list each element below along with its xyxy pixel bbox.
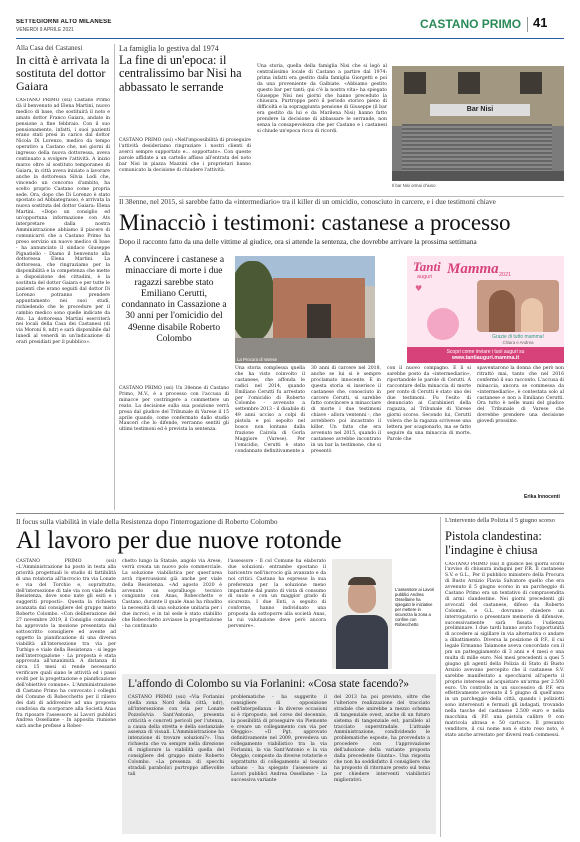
ad-cta-bar[interactable] <box>407 347 564 363</box>
article-kicker: Il focus sulla viabilità in viale della Resistenza dopo l'interrogazione di Roberto Colombo <box>16 517 278 526</box>
article-kicker: Il 38enne, nel 2015, si sarebbe fatto da «intermediario» tra il killer di un omicidio, conosciuto in carcere, e i due testimoni chiave <box>119 198 496 206</box>
ad-brand-tanti: Tanti <box>413 259 441 274</box>
article-subheadline: Dopo il racconto fatto da una delle vittime al giudice, ora si attende la sentenza, che dovrebbe arrivare la prossima settimana <box>119 238 477 246</box>
article-body-col2: Una storia, quella della famiglia Nisi che si legò al centralissimo locale di Castano a partire dal 1974: prima infatti era gestito dalla famiglia Giorgetti e poi da una proveniente da Galbiate. «Abbiamo gestito questo bar per tanti; qui c'è la nostra vita» ha spiegato Giuseppe Nisi nei giorni che hanno preceduto la chiusura. Purtroppo però il periodo storico pieno di difficoltà e la sopraggiunta pensione di Giuseppe (il bar era gestito da lui e da Marilena Nisi) hanno fatto prendere la decisione di abbassare le serrande, non senza la consapevolezza che per Castano e i castanesi si chiude un'epoca ricca di ricordi. <box>257 64 387 134</box>
article-body-col3: 30 anni di carcere nel 2018, anche se lui si è sempre proclamato innocente. E in questa storia si inserisce il castanese che, conosciuto in carcere Cerutti, si sarebbe fatto convincere a minacciare di morte i due testimoni chiave - allora ventenni -, che avrebbero poi incastrato il killer. Un fatto che era avvenuto nel 2015, quando il castanese avrebbe incontrato in un bar la testimone, che si presentò <box>311 366 381 454</box>
ad-thanks: Grazie di tutto mamma! <box>492 334 544 340</box>
heart-icon: ♥ <box>415 284 423 293</box>
article-body-col1: CASTANO PRIMO (ssi) «Nell'impossibilità di proseguire l'attività desideriamo ringraziare i nostri clienti di averci sempre supportato e... sopportato». Con queste parole affidate a un cartello affisso all'entrata del noto bar Nisi in piazza Mazzini che i proprietari hanno comunicato la decisione di chiudere l'attività. <box>119 138 251 173</box>
article-headline: La fine di un'epoca: il centralissimo bar Nisi ha abbassato le serrande <box>119 53 242 94</box>
article-roundabouts <box>16 517 436 837</box>
article-headline: Al lavoro per due nuove rotonde <box>16 527 342 554</box>
sidewalk <box>392 171 564 181</box>
photo-caption: La Procura di Varese <box>237 357 278 362</box>
shirt <box>336 615 388 669</box>
entrance <box>307 304 331 338</box>
article-kicker: L'intervento della Polizia il 5 giugno scorso <box>445 517 555 524</box>
inset-body-col1: CASTANO PRIMO (ssi) «Via Forlanini (nella zona Nord della città, ndr), all'intersezione con via per Lonate Pozzolo/via Sant'Antonio, presenta criticità e concreti pericoli per l'utenza, a causa della stretta e della sostanziale assenza di visuali. L'Amministrazione ha intenzione di trovare soluzioni?». Una richiesta che va sempre nella direzione di migliorare la viabilità quella del consigliere del gruppo misto Roberto Colombo. «La presenza di specchi stradali parabolici purtroppo affievolite tali <box>128 695 224 777</box>
ad-year: 2021 <box>499 272 512 278</box>
ad-url[interactable]: www.tantiauguri.mamma.it <box>451 355 520 361</box>
article-bar-nisi <box>119 44 564 194</box>
inset-headline: L'affondo di Colombo su via Forlanini: «Cosa state facendo?» <box>128 678 410 690</box>
shutter <box>402 124 552 172</box>
article-headline: Pistola clandestina: l'indagine è chiusa <box>445 528 542 557</box>
page-header <box>0 0 580 40</box>
ad-photo <box>477 280 559 332</box>
hair <box>348 577 376 585</box>
ad-brand-mamma: Mamma <box>447 261 499 277</box>
article-body-col2: chetto lungo la Statale, angolo via Arese, verrà creata un nuovo polo commerciale. La soluzione viabilistica per quest'area avrà ripercussioni già anche per viale della Resistenza. «Ad agosto 2020 è avvenuto un sopralluogo tecnico congiunto con Anas, Robecchetto e Castano, durante il quale Anas ha ribadito la necessità di una soluzione unitaria per i due incroci, e in tal sede è stato stabilito che Robecchetto avviasse la progettazione - ha continuato <box>122 559 222 629</box>
article-gun <box>445 517 564 837</box>
article-body-col1: CASTANO PRIMO (ssi) «L'Amministrazione ha posto in testa alla priorità progettuali lo studio di fattibilità di una rotatoria all'incrocio tra via Lonate e via del Torchio e, soprattutto, dell'intersezione di tale via con viale della Resistenza, dove sono nate gli esiti e i suggeriti proposti». Questa la richiesta avanzata dal consigliere del gruppo misto Roberto Colombo. «Con deliberazione del 27 novembre 2019, il Consiglio comunale ha approvato la mozione presentata dal sottoscritto consigliere ed avente ad oggetto la pianificazione di una diversa viabilità all'intersezione tra via per Turbigo e viale della Resistenza - si legge nell'interrogazione - La proposta è stata approvata all'unanimità. A distanza di circa 15 mesi si rende necessario verificare quali siano le attività ed i passi svolti per la progettazione e pianificazione dell'obiettivo comune». L'Amministrazione di Castano Primo ha convocato i colleghi del Comune di Robecchetto per il rilievo dei dati di addivenire ad una proposta condivisa da scorporare alla Società Anas fra riposare l'assessore ai Lavori pubblici Andrea Ossellame - In apposita riunione sarà anche prefisse a Robec- <box>16 559 116 730</box>
window <box>458 72 480 94</box>
bar-sign: Bar Nisi <box>430 104 530 116</box>
ad-cta: Scopri come inviare i tuoi auguri su <box>446 349 525 355</box>
column-divider <box>114 44 115 510</box>
child-figure <box>521 298 543 332</box>
bar-photo <box>392 66 564 181</box>
article-body-col1: CASTANO PRIMO (ssi) Un 38enne di Castano Primo, M.V., è a processo con l'accusa di minacce per costringere a commettere un reato. La decisione sulla sua posizione verrà presa dal giudice del Tribunale di Varese il 15 aprile quando, come confermato dallo studio Mauceri che lo difende, verranno sentiti gli ultimi testimoni ed è prevista la sentenza. <box>119 386 229 433</box>
window <box>520 72 542 94</box>
photo-caption: Il bar Nisi ormai chiuso <box>392 183 436 188</box>
article-body-col3: l'assessore - Il col Comune ha elaborato due soluzioni: entrambe spostano il baricentro nell'incrocio già avanzato e da noi critici. Castano ha espresso la sua preferenza per la soluzione meno impattante dal punto di vista di consumo di suolo e con un maggior grado di sicurezza. I due Enti, a seguito di conforme, hanno individuato una proposta da sottoporre alla società Anas, la cui valutazione deve però ancora pervenire». <box>228 559 326 629</box>
article-headline: In città è arrivata la sostituta del dottor Gaiara <box>16 53 110 93</box>
assessor-photo <box>332 559 392 669</box>
article-kicker: Alla Casa dei Castanesi <box>16 44 83 52</box>
inset-body-col3: del 2013 ha poi previsto, oltre che l'ulteriore realizzazione del tracciato stradale che unirebbe a mezzo schema di tangenziale ovest, anche di un futuro sistema di tangenziale est, parallelo al tracciato superstradale. L'attuale Amministrazione, condividendo le problematiche esposte, ha provveduto a procedere con l'approvazione dell'adozione della variante proposta dalla precedente Giunta». Una risposta che non ha soddisfatto il consigliere che ha proposto di ritornare presto sul tema per chiedere interventi viabilistici migliorativi. <box>334 695 430 783</box>
article-body-col5: spaventarono la donna che però non ritrattò mai, tanto che nel 2016 confermò il suo racconto. L'accusa di minaccia, ancora se commessa da «intermediario», è contestata solo al castanese e non a Emiliano Cerutti. Ora tutto è nelle mani del giudice del Tribunale di Varese che dovrebbe prendere una decisione giovedì prossimo. <box>477 366 564 425</box>
court-photo <box>235 256 375 363</box>
section-divider <box>119 196 564 197</box>
article-body: CASTANO PRIMO (ssi) Castano Primo dà il benvenuto ad Elena Martini, nuovo medico di base, che sostituirà il noto e amato dottor Franco Gaiara, andato in pensione a fine febbraio. Con il suo pensionamento, infatti, i suoi pazienti erano stati presi in carico dal dottor Nicola Di Lorenzo, medico da tempo operativo a Castano che, nei giorni di ingresso della nuova dottoressa, aveva continuato a svolgere l'attività. A inizio marzo oltre al sostituto temporaneo di Gaiara, in città aveva iniziato a lavorare anche la dottoressa Silvia Lodi che, vincendo un concorso d'ambito, ha scelto proprio Castano come propria sede. Ora, dopo che Di Lorenzo è stato spostato ad Abbiategrasso, è arrivata la nuova sostituta del dottor Gaiara: Elena Martini. «Dopo un consiglio ed un'opportuna informazione con Ats interpretare dalla nostra Amministrazione abbiamo il piacere di comunicarvi che a Castano Primo ha preso servizio un nuovo medico di base - ha annunciato il sindaco Giuseppe Pignatiello - Diamo il benvenuto alla dottoressa Elena Martini. La dottoressa, che ringraziamo per la disponibilità e la competenza che mette a disposizione dei cittadini, è la sostituta del dottor Gaiara e per tutte le pazienti che erano seguiti dal dottor Di Lorenzo potranno prendere appuntamento nei suoi studi, richiedendo che le procedure per il cambio medico sono quelle indicate da Ats. La dottoressa Martini eserciterà nei locali della Casa dei Castanesi (di via Moroni 8, ndr) e sarà disponibile dal lunedì al venerdì in un'indicazione di orari presidiati per il pubblico». <box>16 98 110 346</box>
mother-figure <box>489 290 515 332</box>
photo-caption: L'assessore ai Lavori pubblici Andrea Ossellame ha spiegato le iniziative per mettere in sicurezza la zona a confine con Robecchetto <box>395 587 435 627</box>
article-new-doctor <box>16 44 110 510</box>
ad-brand-auguri: auguri <box>417 274 433 280</box>
window <box>404 72 426 94</box>
article-body-col4: con il nuovo compagno. E lì si sarebbe posto da «intermediario», riportandole le parole di Cerutti. A raccontare della minaccia di morte per conto di Cerutti è stato uno dei due testimoni. Fu l'esito di denunciato ai Carabinieri della ragazza, al Tribunale di Varese giorni scorso. Secondo lui, Cerutti voleva che la ragazza scrivesse una lettera per scagionarlo, ma se fatto seguire da una minaccia di morte. Parole che <box>387 366 471 442</box>
inset-body-col2: problematiche - ha suggerito il consigliere di opposizione nell'interpellanza - In diverse occasioni si è riproposto, nel corso del decennio, la possibilità di proseguire via Piemonte e creare un collegamento con via per Oleggio». «Il Pgt, approvato definitivamente nel 2009, prevedeva un collegamento viabilistico tra la via Forlanini, la via Sant'Antonio e la via Oleggio, composto da diverse rotatorie e soprattutto di collegamento al tessuto urbano - ha spiegato l'assessore ai Lavori pubblici Andrea Ossellame - La successiva variante <box>231 695 327 783</box>
inset-box <box>122 674 436 834</box>
article-headline: Minacciò i testimoni: castanese a processo <box>119 210 511 235</box>
ad-names: Chiara e Andrea <box>502 340 534 345</box>
article-byline: Erika Innocenti <box>524 494 560 500</box>
article-body-col2: Una storia complessa quella che ha visto coinvolto il castanese, che affonda le radici nel 2014, quando Emiliano Cerutti fu arrestato per l'omicidio di Roberto Colombo - avvenuto a settembre 2013 - il disabile di 49 anni ucciso a colpi di pistola e poi sepolto nel bosco non lontano dalla frazione Cairola di Gorla Maggiore (Varese). Per l'omicidio, Cerutti è stato condannato definitivamente a <box>235 366 305 454</box>
section-divider <box>16 513 564 514</box>
issue-date: VENERDÌ 9 APRILE 2021 <box>16 27 74 33</box>
article-body: CASTANO PRIMO (ssi) Il giudice nei giorni scorsi l'avviso di chiusura indagini per P.R. Il castanese S.V. e G.L., Per il pubblico ministero della Procura di Busto Arsizio Flavia Salvatore quello che era avvenuto il 5 giugno scorso in un parcheggio di Castano Primo era un tentativo di compravendita di armi clandestine. Nei giorni precedenti gli avvocati del castanese, difeso da Roberto Colombo, e G.L. dovranno chiedere un interrogatorio o presentare memorie di difensive, successivamente sarà fissata l'udienza preliminare. I due tardi hanno avuto l'opportunità di accedere ai sigillare in via alternativa o andare a dibattimento. Diversa la posizione di P.F., il cui legale Ermanno Talamone aveva concordato con il pm un patteggiamento di 3 anni e 4 mesi e una multa di mille euro. Nei mesi precedenti a quei 5 giugno gli agenti della Polizia di Stato di Busto Arsizio avevano percepito che il castanese S.V. sarebbe manifestato a specchiarsi all'aperto il proprio interesse ad acquistare un'arma per 2.500 euro. Un controllo in un successivo di P.F. era effettivamente avvenuto il 5 giugno di quell'anno in un parcheggio della città, quando i poliziotti sono intervenuti e fermati gli indagati, trovando nella tasche del castanese 2.500 euro e nella macchina di P.F. una pistola calibro 9 con matricola abrasa e 50 cartucce. Il presunto venditore, il cui nome non è stato reso noto, è stato anche arrestato per diversi reati commessi. <box>445 561 564 738</box>
tree <box>235 261 275 341</box>
pull-quote: A convincere i castanese a minacciare di morte i due ragazzi sarebbe stato Emiliano Cerutti, condannato in Cassazione a 30 anni per l'omicidio del 49enne disabile Roberto Colombo <box>121 255 227 345</box>
flower-icon <box>427 308 459 340</box>
header-rule <box>16 38 564 39</box>
article-kicker: La famiglia lo gestiva dal 1974 <box>119 44 219 53</box>
column-divider <box>440 517 441 837</box>
mothers-day-ad[interactable] <box>407 256 564 363</box>
article-trial <box>119 198 564 503</box>
newspaper-name: SETTEGIORNI ALTO MILANESE <box>16 19 112 25</box>
page-number: 41 <box>533 15 548 30</box>
header-divider <box>527 17 528 32</box>
section-title: CASTANO PRIMO <box>420 17 522 31</box>
